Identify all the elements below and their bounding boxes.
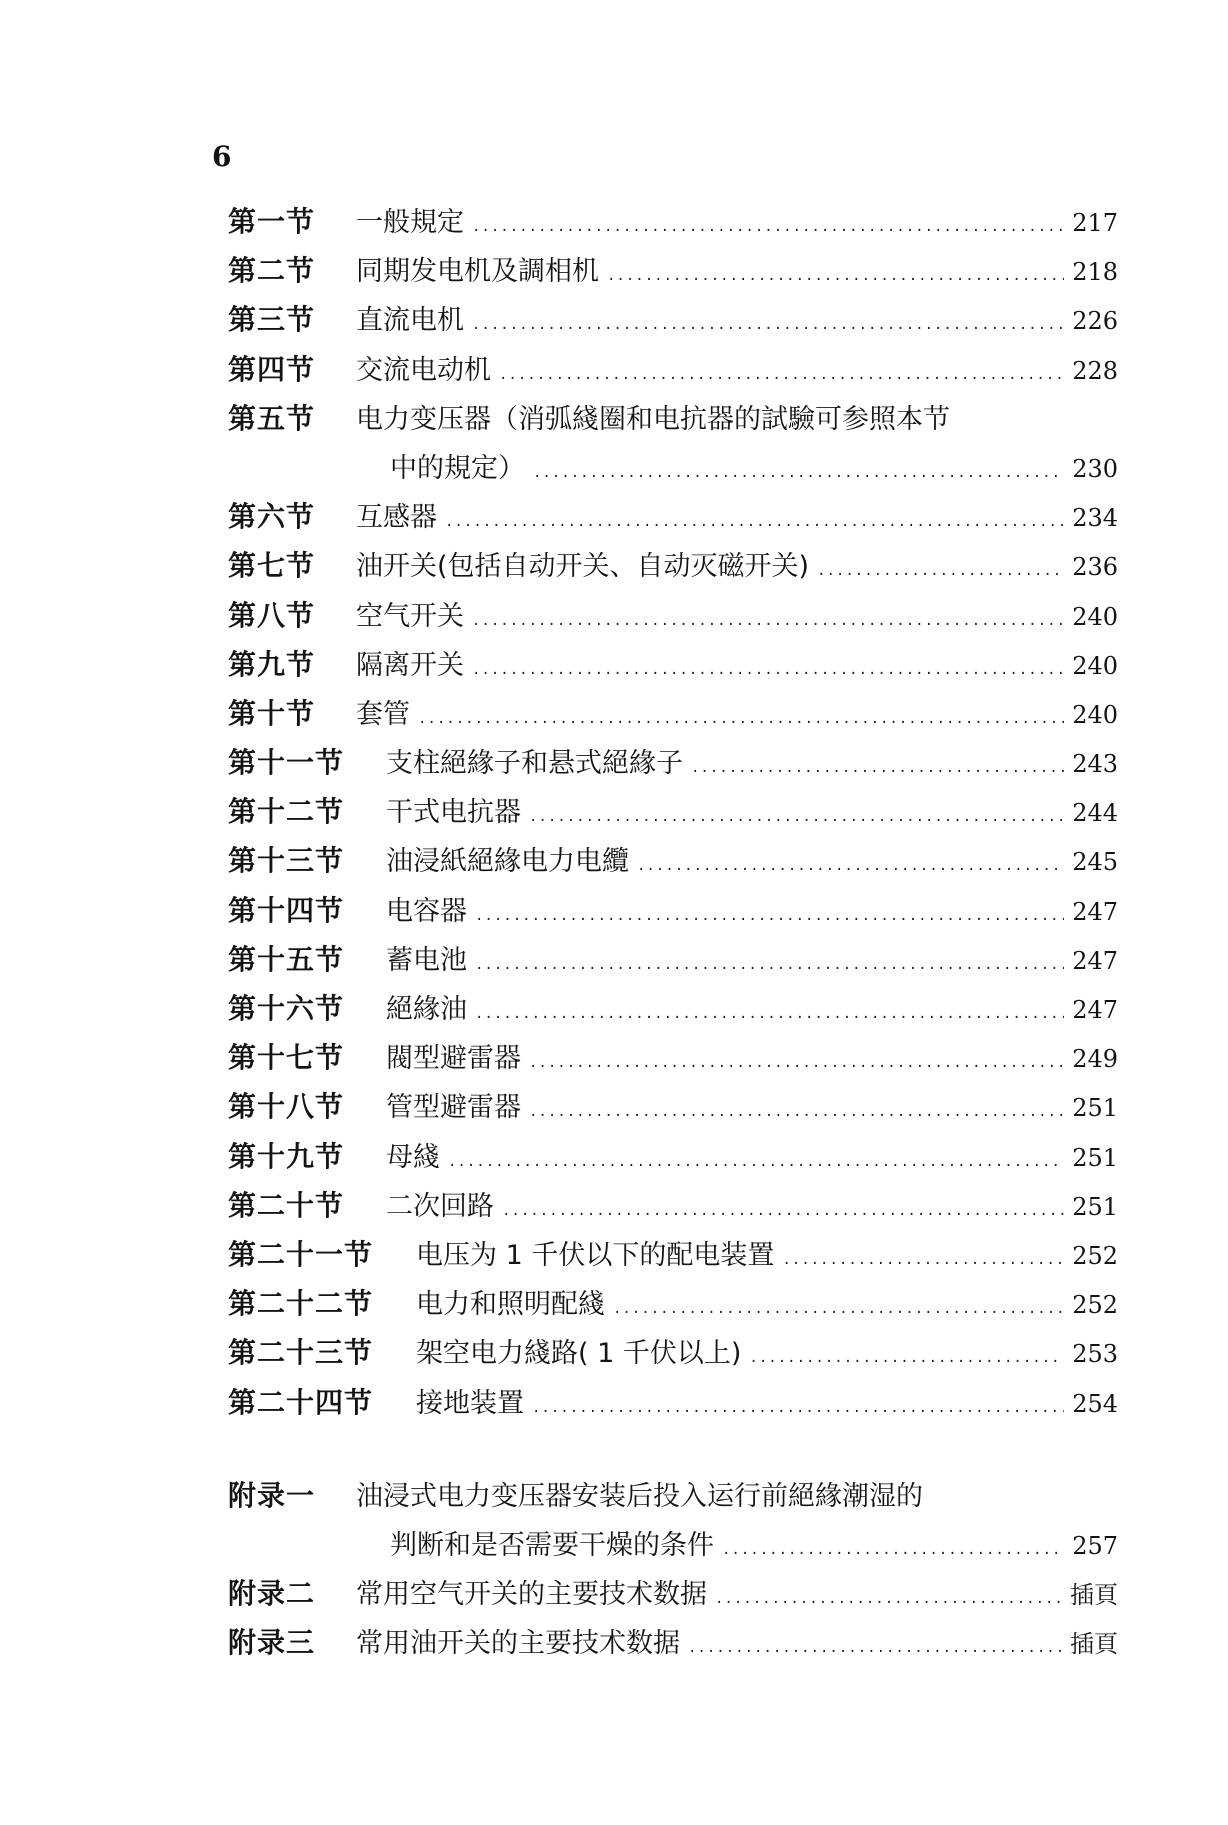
toc-entry-page: 253 — [1072, 1340, 1118, 1369]
toc-entry-label: 第二十节 — [228, 1188, 345, 1222]
appendix-entry[interactable] — [228, 1621, 1118, 1670]
toc-entry-label: 第二节 — [228, 254, 316, 288]
dot-leader — [533, 465, 1064, 481]
toc-entry-title: 互感器 — [356, 502, 437, 534]
dot-leader — [688, 1640, 1062, 1656]
toc-entry-title: 油浸紙絕緣电力电纜 — [386, 846, 629, 878]
toc-entry-label: 第十四节 — [228, 893, 345, 927]
toc-entry[interactable] — [228, 1381, 1118, 1430]
dot-leader — [532, 1400, 1064, 1416]
appendix-entry[interactable] — [228, 1474, 1118, 1523]
section-gap — [228, 1430, 1118, 1474]
toc-entry[interactable] — [228, 1282, 1118, 1331]
toc-entry-label: 第八节 — [228, 598, 316, 632]
toc-entry-title: 接地装置 — [416, 1387, 524, 1419]
appendix-entry[interactable] — [228, 1572, 1118, 1621]
toc-entry-label: 第五节 — [228, 401, 316, 435]
toc-entry-label: 第二十二节 — [228, 1287, 374, 1321]
dot-leader — [722, 1542, 1064, 1558]
toc-entry-title: 蓄电池 — [386, 944, 467, 976]
toc-entry-title: 絕緣油 — [386, 994, 467, 1025]
toc-entry-page: 244 — [1072, 799, 1118, 828]
appendix-title-continued: 判断和是否需要干燥的条件 — [390, 1529, 714, 1561]
dot-leader — [502, 1203, 1064, 1219]
appendix-title: 油浸式电力变压器安装后投入运行前絕緣潮湿的 — [356, 1480, 923, 1512]
toc-entry-label: 第十六节 — [228, 992, 345, 1025]
toc-entry[interactable] — [228, 938, 1118, 987]
toc-entry[interactable] — [228, 889, 1118, 938]
appendix-page: 257 — [1072, 1531, 1118, 1560]
toc-entry-title: 隔离开关 — [356, 649, 464, 681]
toc-entry-title: 一般規定 — [356, 207, 464, 238]
toc-entry[interactable] — [228, 348, 1118, 397]
toc-entry-title: 干式电抗器 — [386, 797, 521, 829]
dot-leader — [817, 563, 1064, 579]
toc-entry-title: 交流电动机 — [356, 354, 491, 386]
toc-entry-label: 第四节 — [228, 352, 316, 386]
dot-leader — [715, 1591, 1062, 1607]
toc-entry-title: 油开关(包括自动开关、自动灭磁开关) — [356, 551, 810, 583]
toc-entry-title: 管型避雷器 — [386, 1092, 521, 1124]
toc-entry-title: 套管 — [356, 698, 410, 730]
appendix-page: 插頁 — [1070, 1630, 1118, 1659]
toc-entry-page: 254 — [1072, 1389, 1118, 1418]
toc-entry-title: 母綫 — [386, 1141, 440, 1173]
toc-entry-title: 支柱絕緣子和悬式絕緣子 — [386, 748, 683, 780]
toc-entry-page: 243 — [1072, 750, 1118, 779]
toc-entry-label: 第十七节 — [228, 1041, 345, 1075]
toc-entry[interactable] — [228, 249, 1118, 298]
dot-leader — [475, 957, 1064, 973]
toc-entry-continuation[interactable] — [228, 446, 1118, 495]
toc-entry-page: 247 — [1072, 996, 1118, 1024]
dot-leader — [418, 711, 1064, 727]
toc-entry[interactable] — [228, 1135, 1118, 1184]
toc-entry[interactable] — [228, 298, 1118, 347]
toc-entry-page: 249 — [1072, 1045, 1118, 1074]
toc-entry-title: 閥型避雷器 — [386, 1043, 521, 1075]
toc-entry[interactable] — [228, 790, 1118, 839]
toc-entry-label: 第十五节 — [228, 942, 345, 976]
toc-entry-label: 第十三节 — [228, 844, 345, 878]
toc-entry-page: 236 — [1072, 553, 1118, 582]
toc-entry-page: 230 — [1072, 454, 1118, 483]
toc-entry-page: 234 — [1072, 504, 1118, 533]
toc-entry-page: 245 — [1072, 848, 1118, 877]
toc-entry-label: 第三节 — [228, 303, 316, 337]
appendix-page: 插頁 — [1070, 1581, 1118, 1610]
dot-leader — [782, 1252, 1064, 1268]
toc-entry-page: 228 — [1072, 356, 1118, 385]
toc-entry-label: 第十二节 — [228, 795, 345, 829]
appendix-label: 附录二 — [228, 1577, 316, 1611]
toc-entry-label: 第十九节 — [228, 1139, 345, 1173]
toc-entry-label: 第二十三节 — [228, 1336, 374, 1370]
toc-entry-page: 251 — [1072, 1192, 1118, 1221]
dot-leader — [472, 613, 1064, 629]
toc-entry[interactable] — [228, 495, 1118, 544]
toc-entry-page: 252 — [1072, 1241, 1118, 1270]
appendix-title: 常用空气开关的主要技术数据 — [356, 1579, 707, 1611]
dot-leader — [472, 662, 1064, 678]
toc-entry[interactable] — [228, 692, 1118, 741]
dot-leader — [529, 1055, 1064, 1071]
toc-entry-title: 同期发电机及調相机 — [356, 256, 599, 288]
toc-entry-label: 第十八节 — [228, 1090, 345, 1124]
toc-entry-title: 电容器 — [386, 895, 467, 927]
toc-entry-page: 251 — [1072, 1143, 1118, 1172]
toc-entry[interactable] — [228, 200, 1118, 249]
toc-entry-title: 直流电机 — [356, 305, 464, 337]
toc-entry-label: 第六节 — [228, 500, 316, 534]
toc-entry-title: 空气开关 — [356, 600, 464, 632]
toc-entry-title: 电力变压器（消弧綫圈和电抗器的試驗可参照本节 — [356, 403, 950, 435]
toc-entry[interactable] — [228, 397, 1118, 446]
dot-leader — [613, 1301, 1064, 1317]
toc-entry-label: 第十一节 — [228, 746, 345, 780]
toc-entry[interactable] — [228, 1184, 1118, 1233]
toc-entry[interactable] — [228, 544, 1118, 593]
dot-leader — [448, 1154, 1064, 1170]
appendix-label: 附录三 — [228, 1626, 316, 1660]
toc-entry-title: 二次回路 — [386, 1190, 494, 1222]
toc-entry-label: 第二十四节 — [228, 1385, 374, 1419]
toc-entry-page: 252 — [1072, 1291, 1118, 1320]
toc-entry[interactable] — [228, 594, 1118, 643]
dot-leader — [637, 858, 1064, 874]
dot-leader — [472, 219, 1064, 235]
dot-leader — [445, 514, 1064, 530]
toc-entry-page: 251 — [1072, 1094, 1118, 1123]
toc-entry[interactable] — [228, 1036, 1118, 1085]
toc-entry-page: 247 — [1072, 946, 1118, 975]
appendix-label: 附录一 — [228, 1478, 316, 1512]
toc-entry[interactable] — [228, 987, 1118, 1036]
toc-entry[interactable] — [228, 839, 1118, 888]
toc-entry-title: 电力和照明配綫 — [416, 1289, 605, 1321]
toc-entry-page: 240 — [1072, 651, 1118, 680]
toc-entry-label: 第七节 — [228, 549, 316, 583]
toc-entry-page: 240 — [1072, 602, 1118, 631]
dot-leader — [529, 1104, 1064, 1120]
toc-entry[interactable] — [228, 1233, 1118, 1282]
toc-entry-page: 240 — [1072, 700, 1118, 729]
toc-entry[interactable] — [228, 1331, 1118, 1380]
toc-entry-label: 第十节 — [228, 696, 316, 730]
dot-leader — [607, 268, 1064, 284]
toc-entry[interactable] — [228, 1085, 1118, 1134]
dot-leader — [499, 367, 1064, 383]
toc-entry-page: 226 — [1072, 307, 1118, 336]
toc-entry-title-continued: 中的規定） — [390, 452, 525, 484]
table-of-contents — [228, 200, 1118, 1670]
toc-entry[interactable] — [228, 741, 1118, 790]
toc-entry-label: 第一节 — [228, 205, 316, 238]
toc-entry-label: 第二十一节 — [228, 1237, 374, 1271]
toc-entry-title: 电压为 1 千伏以下的配电装置 — [416, 1239, 775, 1271]
page-number: 6 — [212, 140, 232, 173]
dot-leader — [475, 1006, 1064, 1022]
toc-entry[interactable] — [228, 643, 1118, 692]
toc-entry-title: 架空电力綫路( 1 千伏以上) — [416, 1338, 742, 1370]
toc-entry-page: 217 — [1072, 209, 1118, 237]
toc-entry-label: 第九节 — [228, 647, 316, 681]
dot-leader — [529, 809, 1064, 825]
dot-leader — [749, 1350, 1064, 1366]
dot-leader — [475, 908, 1064, 924]
appendix-entry-continuation[interactable] — [228, 1523, 1118, 1572]
toc-entry-page: 218 — [1072, 258, 1118, 287]
toc-entry-page: 247 — [1072, 897, 1118, 926]
appendix-title: 常用油开关的主要技术数据 — [356, 1628, 680, 1660]
dot-leader — [691, 760, 1064, 776]
dot-leader — [472, 317, 1064, 333]
